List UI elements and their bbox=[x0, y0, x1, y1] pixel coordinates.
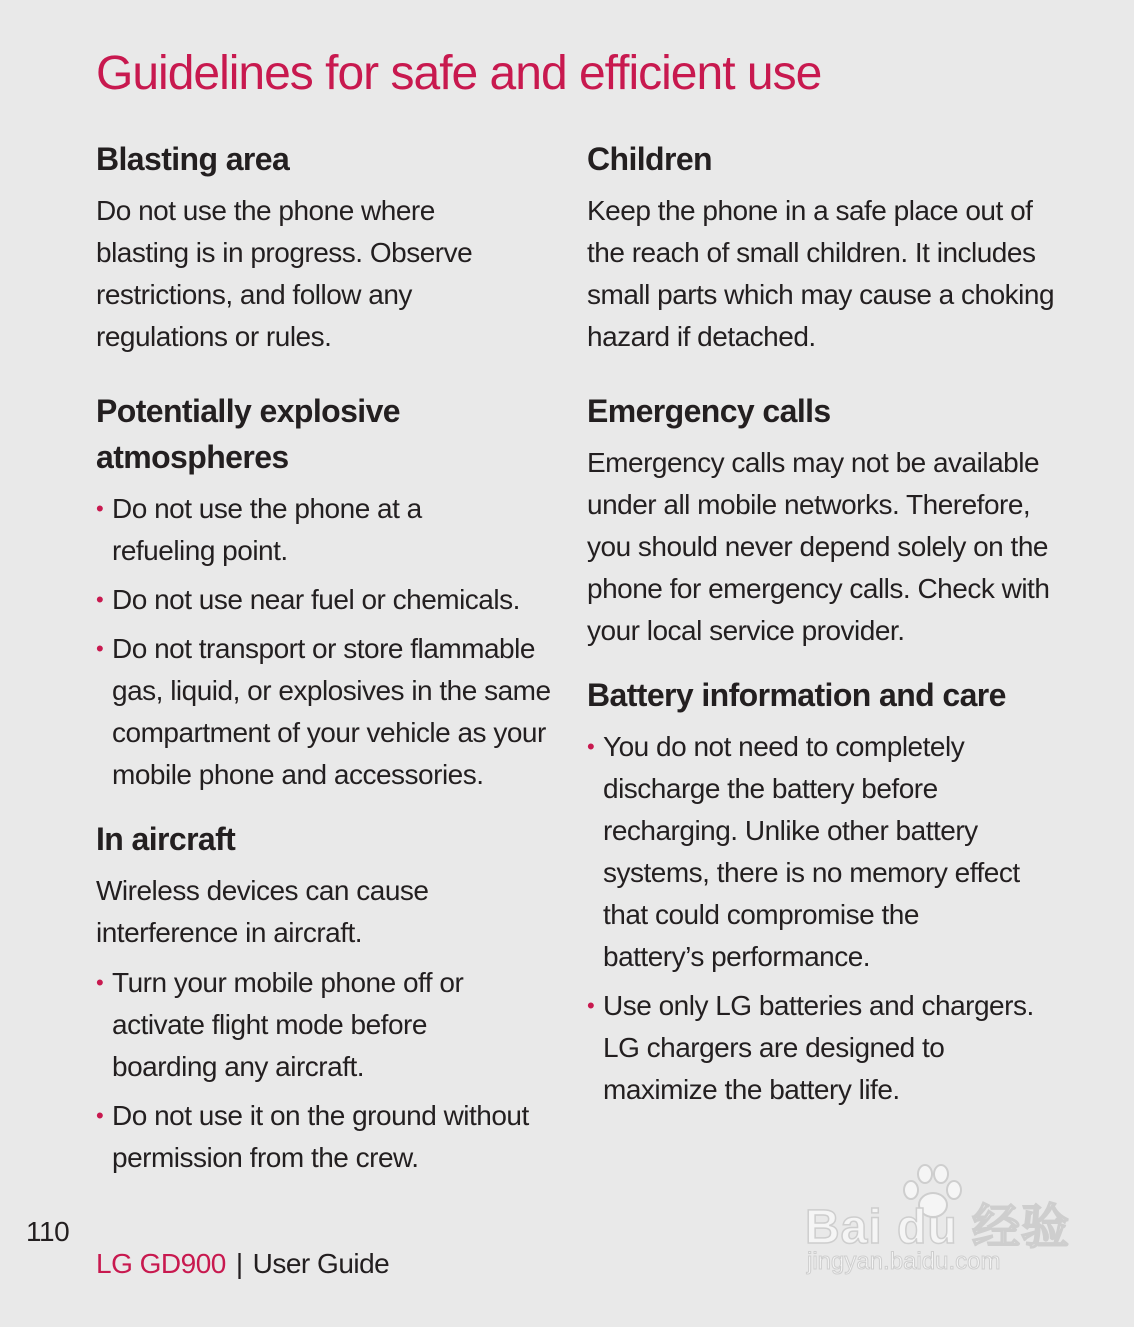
bullet-icon: • bbox=[96, 970, 104, 995]
section-heading: Potentially explosive atmospheres bbox=[96, 393, 400, 475]
watermark-logo: Bai du 经验 bbox=[805, 1201, 1071, 1254]
bullet-icon: • bbox=[96, 1103, 104, 1128]
list-item: • You do not need to completely discharge the battery before recharging. Unlike other battery systems, there is no memory effect that could compromise the battery’s performance. bbox=[587, 726, 1023, 978]
page-title: Guidelines for safe and efficient use bbox=[96, 47, 822, 100]
section-body: Emergency calls may not be available under all mobile networks. Therefore, you should never depend solely on the phone for emergency calls. Check with your local service provider. bbox=[587, 447, 1050, 646]
list-item: • Do not use near fuel or chemicals. bbox=[96, 579, 566, 621]
bullet-icon: • bbox=[96, 636, 104, 661]
footer bbox=[96, 1248, 389, 1280]
section-body: Wireless devices can cause interference in aircraft. bbox=[96, 875, 429, 948]
section-heading: In aircraft bbox=[96, 821, 236, 857]
section-heading: Emergency calls bbox=[587, 393, 831, 429]
bullet-icon: • bbox=[587, 993, 595, 1018]
page-number: 110 bbox=[26, 1216, 70, 1247]
list-item: • Turn your mobile phone off or activate flight mode before boarding any aircraft. bbox=[96, 962, 507, 1088]
section-heading: Children bbox=[587, 141, 712, 177]
section-emergency-calls bbox=[587, 388, 1057, 652]
section-heading: Battery information and care bbox=[587, 677, 1006, 713]
footer-guide-label: User Guide bbox=[252, 1248, 390, 1279]
bullet-icon: • bbox=[96, 496, 104, 521]
bullet-list bbox=[96, 488, 566, 796]
watermark-url: jingyan.baidu.com bbox=[807, 1248, 1001, 1275]
section-body: Do not use the phone where blasting is in progress. Observe restrictions, and follow any regulations or rules. bbox=[96, 195, 473, 352]
bullet-icon: • bbox=[587, 734, 595, 759]
section-blasting-area bbox=[96, 136, 566, 358]
section-heading: Blasting area bbox=[96, 141, 290, 177]
section-children bbox=[587, 136, 1057, 358]
list-item: • Use only LG batteries and chargers. LG chargers are designed to maximize the battery life. bbox=[587, 985, 1057, 1111]
section-body: Keep the phone in a safe place out of the reach of small children. It includes small parts which may cause a choking hazard if detached. bbox=[587, 195, 1055, 352]
bullet-list bbox=[96, 962, 566, 1179]
footer-separator: | bbox=[235, 1248, 243, 1279]
left-column bbox=[96, 136, 566, 1199]
section-battery-care bbox=[587, 672, 1057, 1111]
list-item: • Do not transport or store flammable gas, liquid, or explosives in the same compartment of your vehicle as your mobile phone and accessories. bbox=[96, 628, 566, 796]
section-in-aircraft bbox=[96, 816, 566, 1179]
section-explosive-atmospheres bbox=[96, 388, 566, 796]
bullet-list bbox=[587, 726, 1057, 1111]
footer-model: LG GD900 bbox=[96, 1248, 226, 1279]
right-column bbox=[587, 136, 1057, 1131]
list-item: • Do not use it on the ground without permission from the crew. bbox=[96, 1095, 566, 1179]
bullet-icon: • bbox=[96, 587, 104, 612]
baidu-watermark bbox=[805, 1160, 1075, 1290]
list-item: • Do not use the phone at a refueling point. bbox=[96, 488, 447, 572]
